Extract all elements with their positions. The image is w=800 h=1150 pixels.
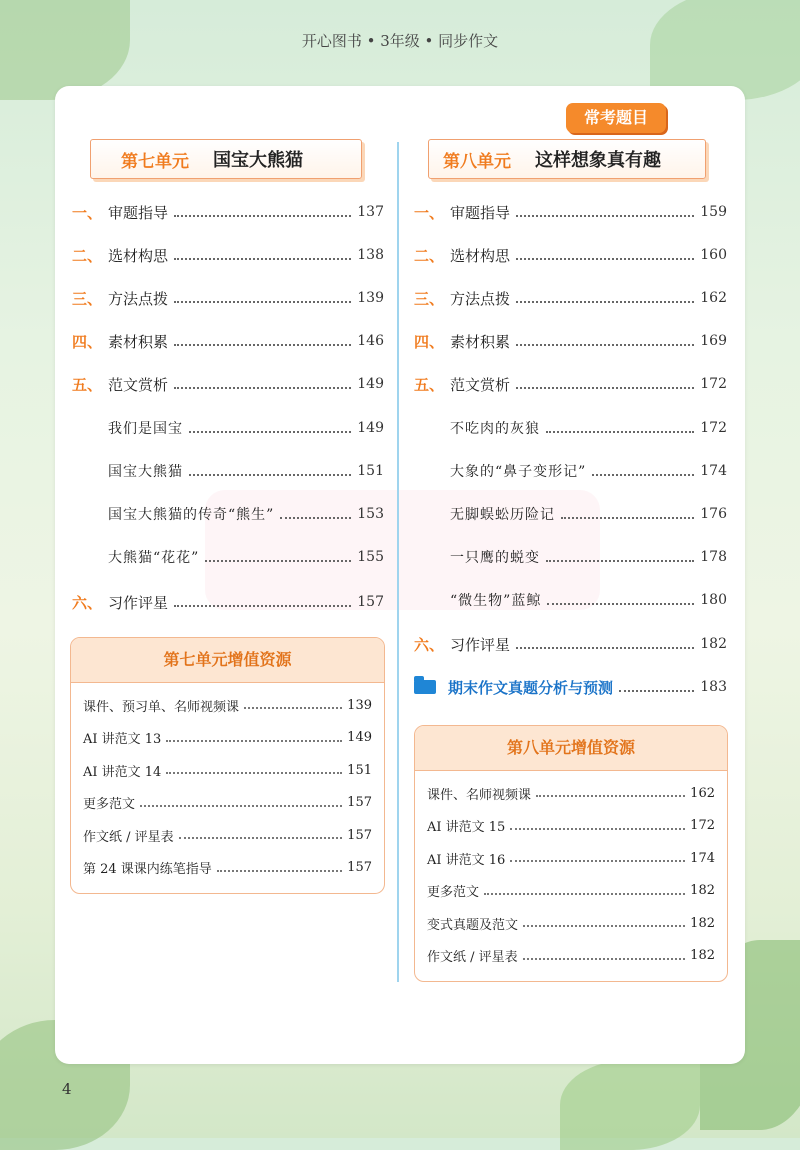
leader-dots bbox=[189, 474, 351, 476]
toc-page: 138 bbox=[357, 247, 384, 263]
toc-page: 162 bbox=[700, 290, 727, 306]
unit-7-name: 国宝大熊猫 bbox=[213, 150, 303, 171]
leader-dots bbox=[179, 837, 343, 839]
toc-label: 无脚蜈蚣历险记 bbox=[450, 507, 555, 523]
resource-label: 第 24 课课内练笔指导 bbox=[83, 862, 212, 878]
toc-label: 我们是国宝 bbox=[108, 421, 183, 437]
leader-dots bbox=[484, 893, 685, 895]
leader-dots bbox=[189, 431, 351, 433]
resource-item[interactable] bbox=[415, 842, 727, 875]
leader-dots bbox=[510, 860, 685, 862]
resource-page: 151 bbox=[347, 762, 372, 778]
toc-page: 182 bbox=[700, 636, 727, 652]
toc-page: 137 bbox=[357, 204, 384, 220]
resource-item[interactable] bbox=[415, 777, 727, 810]
toc-page: 157 bbox=[357, 594, 384, 610]
resource-page: 157 bbox=[347, 795, 372, 811]
toc-page: 178 bbox=[700, 549, 727, 565]
toc-item[interactable] bbox=[72, 372, 384, 396]
leader-dots bbox=[510, 828, 685, 830]
resource-label: 更多范文 bbox=[83, 797, 136, 813]
resource-page: 172 bbox=[690, 818, 715, 834]
toc-page: 172 bbox=[700, 420, 727, 436]
resource-label: AI 讲范文 14 bbox=[83, 764, 162, 780]
leader-dots bbox=[592, 474, 694, 476]
toc-label: 大象的“鼻子变形记” bbox=[450, 464, 587, 480]
toc-label: 习作评星 bbox=[450, 635, 511, 654]
resource-page: 162 bbox=[690, 785, 715, 801]
resource-page: 157 bbox=[347, 827, 372, 843]
toc-page: 153 bbox=[357, 506, 384, 522]
toc-index: 六、 bbox=[414, 635, 445, 654]
resource-item[interactable] bbox=[71, 787, 384, 820]
resource-page: 157 bbox=[347, 860, 372, 876]
toc-label: 素材积累 bbox=[450, 332, 511, 351]
toc-label: 不吃肉的灰狼 bbox=[450, 421, 540, 437]
toc-page: 149 bbox=[357, 420, 384, 436]
resource-label: 更多范文 bbox=[427, 885, 480, 901]
resource-label: 变式真题及范文 bbox=[427, 917, 519, 933]
toc-item[interactable] bbox=[72, 243, 384, 267]
resource-item[interactable] bbox=[71, 852, 384, 885]
toc-page: 139 bbox=[357, 290, 384, 306]
leader-dots bbox=[546, 560, 694, 562]
toc-index: 六、 bbox=[72, 593, 103, 612]
resources-title: 第八单元增值资源 bbox=[415, 726, 727, 771]
toc-index: 一、 bbox=[414, 203, 445, 222]
resource-label: 课件、预习单、名师视频课 bbox=[83, 699, 240, 715]
resource-page: 149 bbox=[347, 730, 372, 746]
unit-8-number: 第八单元 bbox=[443, 151, 511, 172]
unit-7-resources bbox=[70, 637, 385, 894]
leader-dots bbox=[205, 560, 351, 562]
leader-dots bbox=[516, 344, 694, 346]
unit-7-number: 第七单元 bbox=[121, 151, 189, 172]
toc-item[interactable] bbox=[72, 200, 384, 224]
toc-subitem[interactable] bbox=[108, 502, 384, 526]
leader-dots bbox=[547, 603, 694, 605]
leader-dots bbox=[516, 301, 694, 303]
toc-item[interactable] bbox=[414, 329, 727, 353]
toc-subitem[interactable] bbox=[108, 545, 384, 569]
toc-index: 三、 bbox=[72, 289, 103, 308]
column-divider bbox=[397, 142, 399, 982]
toc-index: 二、 bbox=[72, 246, 103, 265]
leader-dots bbox=[561, 517, 694, 519]
resource-label: AI 讲范文 15 bbox=[427, 820, 506, 836]
toc-subitem[interactable] bbox=[450, 588, 727, 612]
leader-dots bbox=[536, 795, 685, 797]
toc-subitem[interactable] bbox=[108, 416, 384, 440]
toc-page: 155 bbox=[357, 549, 384, 565]
toc-page: 160 bbox=[700, 247, 727, 263]
toc-item[interactable] bbox=[414, 200, 727, 224]
toc-subitem[interactable] bbox=[450, 416, 727, 440]
book-header-title: 开心图书 • 3年级 • 同步作文 bbox=[301, 32, 499, 50]
toc-page: 180 bbox=[700, 592, 727, 608]
resource-label: AI 讲范文 13 bbox=[83, 732, 162, 748]
resource-item[interactable] bbox=[415, 810, 727, 843]
toc-index: 二、 bbox=[414, 246, 445, 265]
toc-index: 三、 bbox=[414, 289, 445, 308]
toc-subitem[interactable] bbox=[450, 545, 727, 569]
leader-dots bbox=[516, 647, 694, 649]
toc-label: 选材构思 bbox=[108, 246, 169, 265]
leader-dots bbox=[174, 215, 351, 217]
toc-item[interactable] bbox=[414, 632, 727, 656]
toc-item[interactable] bbox=[414, 243, 727, 267]
leader-dots bbox=[516, 387, 694, 389]
leader-dots bbox=[174, 301, 351, 303]
resource-label: AI 讲范文 16 bbox=[427, 852, 506, 868]
leader-dots bbox=[174, 344, 351, 346]
leaf-decoration bbox=[560, 1060, 700, 1150]
toc-page: 172 bbox=[700, 376, 727, 392]
toc-subitem[interactable] bbox=[450, 459, 727, 483]
final-exam-item[interactable] bbox=[414, 675, 727, 699]
unit-8-resources bbox=[414, 725, 728, 982]
folder-icon bbox=[414, 680, 436, 694]
toc-label: “微生物”蓝鲸 bbox=[450, 593, 542, 609]
resource-page: 174 bbox=[690, 850, 715, 866]
leader-dots bbox=[174, 258, 351, 260]
toc-page: 169 bbox=[700, 333, 727, 349]
toc-label: 国宝大熊猫 bbox=[108, 464, 183, 480]
resource-page: 182 bbox=[690, 948, 715, 964]
unit-8-name: 这样想象真有趣 bbox=[535, 150, 661, 171]
resource-item[interactable] bbox=[71, 819, 384, 852]
resource-label: 作文纸 / 评星表 bbox=[427, 950, 518, 966]
toc-label: 方法点拨 bbox=[450, 289, 511, 308]
leader-dots bbox=[174, 387, 351, 389]
toc-page: 174 bbox=[700, 463, 727, 479]
resource-item[interactable] bbox=[415, 875, 727, 908]
toc-label: 选材构思 bbox=[450, 246, 511, 265]
toc-index: 四、 bbox=[72, 332, 103, 351]
toc-label: 习作评星 bbox=[108, 593, 169, 612]
toc-item[interactable] bbox=[72, 286, 384, 310]
toc-label: 一只鹰的蜕变 bbox=[450, 550, 540, 566]
toc-label: 审题指导 bbox=[108, 203, 169, 222]
frequent-topic-badge: 常考题目 bbox=[566, 103, 666, 133]
resource-label: 作文纸 / 评星表 bbox=[83, 829, 174, 845]
toc-page: 183 bbox=[700, 679, 727, 695]
resources-title: 第七单元增值资源 bbox=[71, 638, 384, 683]
leader-dots bbox=[166, 772, 342, 774]
toc-item[interactable] bbox=[414, 372, 727, 396]
toc-label: 范文赏析 bbox=[108, 375, 169, 394]
resource-item[interactable] bbox=[71, 754, 384, 787]
leader-dots bbox=[217, 870, 342, 872]
toc-label: 素材积累 bbox=[108, 332, 169, 351]
resource-page: 182 bbox=[690, 883, 715, 899]
toc-page: 176 bbox=[700, 506, 727, 522]
leader-dots bbox=[166, 740, 342, 742]
page-number: 4 bbox=[62, 1080, 72, 1098]
toc-label: 国宝大熊猫的传奇“熊生” bbox=[108, 507, 275, 523]
toc-index: 五、 bbox=[414, 375, 445, 394]
toc-page: 146 bbox=[357, 333, 384, 349]
resource-label: 课件、名师视频课 bbox=[427, 787, 532, 803]
leader-dots bbox=[516, 258, 694, 260]
toc-index: 一、 bbox=[72, 203, 103, 222]
resource-item[interactable] bbox=[415, 907, 727, 940]
resource-item[interactable] bbox=[71, 722, 384, 755]
toc-item[interactable] bbox=[414, 286, 727, 310]
resource-page: 139 bbox=[347, 697, 372, 713]
toc-item[interactable] bbox=[72, 590, 384, 614]
resource-item[interactable] bbox=[71, 689, 384, 722]
leader-dots bbox=[140, 805, 342, 807]
resource-page: 182 bbox=[690, 915, 715, 931]
toc-label: 审题指导 bbox=[450, 203, 511, 222]
unit-8-title bbox=[428, 139, 706, 179]
leader-dots bbox=[619, 690, 694, 692]
toc-index: 四、 bbox=[414, 332, 445, 351]
leader-dots bbox=[523, 925, 685, 927]
leader-dots bbox=[280, 517, 351, 519]
toc-page: 159 bbox=[700, 204, 727, 220]
toc-label: 方法点拨 bbox=[108, 289, 169, 308]
leader-dots bbox=[174, 605, 351, 607]
resource-item[interactable] bbox=[415, 940, 727, 973]
toc-subitem[interactable] bbox=[450, 502, 727, 526]
toc-page: 151 bbox=[357, 463, 384, 479]
leader-dots bbox=[244, 707, 342, 709]
toc-item[interactable] bbox=[72, 329, 384, 353]
leader-dots bbox=[523, 958, 686, 960]
toc-index: 五、 bbox=[72, 375, 103, 394]
leader-dots bbox=[516, 215, 694, 217]
toc-label: 期末作文真题分析与预测 bbox=[448, 678, 614, 697]
toc-page: 149 bbox=[357, 376, 384, 392]
toc-label: 范文赏析 bbox=[450, 375, 511, 394]
toc-subitem[interactable] bbox=[108, 459, 384, 483]
unit-7-title bbox=[90, 139, 362, 179]
leader-dots bbox=[546, 431, 694, 433]
toc-label: 大熊猫“花花” bbox=[108, 550, 200, 566]
